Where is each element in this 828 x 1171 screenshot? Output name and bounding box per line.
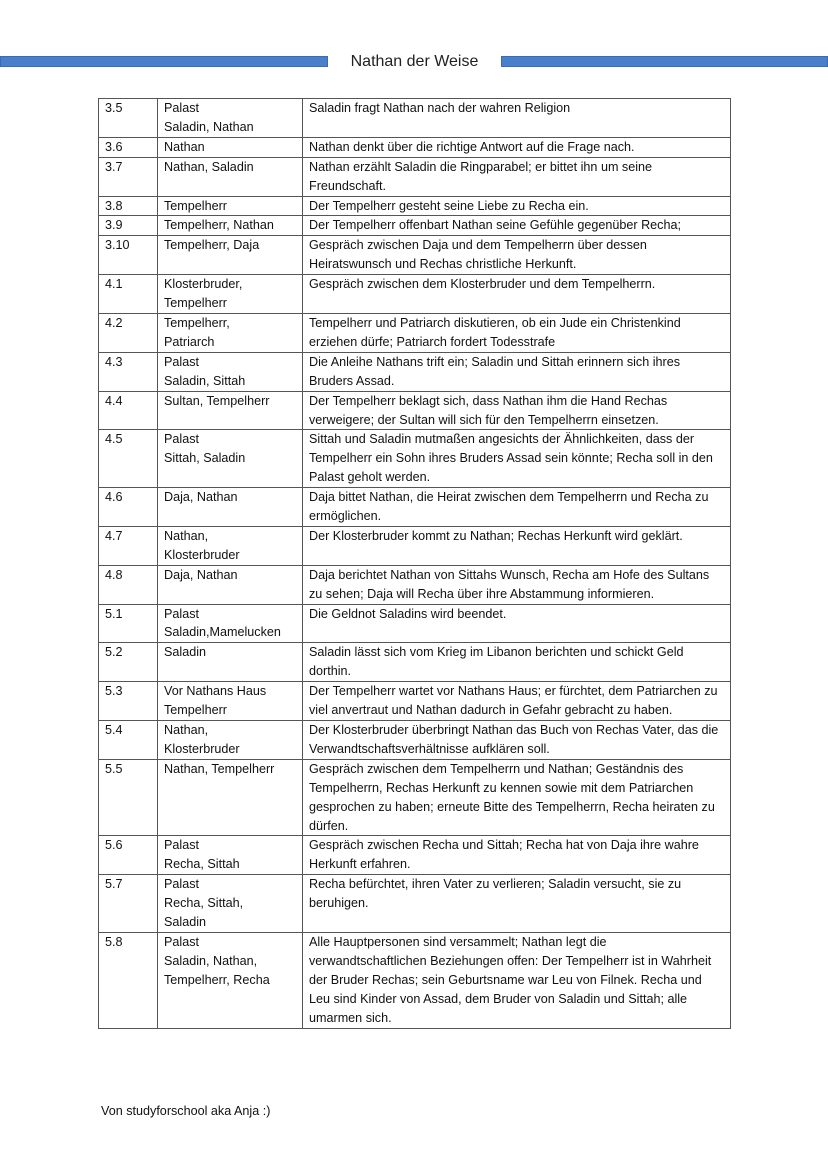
table-row bbox=[99, 216, 731, 236]
content-cell: Der Tempelherr gesteht seine Liebe zu Recha ein. bbox=[303, 196, 731, 216]
persons-cell: Tempelherr, Patriarch bbox=[158, 313, 303, 352]
content-cell: Saladin fragt Nathan nach der wahren Religion bbox=[303, 99, 731, 138]
content-cell: Gespräch zwischen dem Klosterbruder und dem Tempelherrn. bbox=[303, 275, 731, 314]
table-row bbox=[99, 157, 731, 196]
scene-number-cell: 4.6 bbox=[99, 488, 158, 527]
content-cell: Der Tempelherr offenbart Nathan seine Gefühle gegenüber Recha; bbox=[303, 216, 731, 236]
scene-number-cell: 5.2 bbox=[99, 643, 158, 682]
persons-cell: Vor Nathans Haus Tempelherr bbox=[158, 682, 303, 721]
scene-number-cell: 5.4 bbox=[99, 721, 158, 760]
content-cell: Saladin lässt sich vom Krieg im Libanon berichten und schickt Geld dorthin. bbox=[303, 643, 731, 682]
content-cell: Nathan denkt über die richtige Antwort auf die Frage nach. bbox=[303, 137, 731, 157]
scene-number-cell: 4.7 bbox=[99, 526, 158, 565]
persons-cell: Palast Recha, Sittah, Saladin bbox=[158, 875, 303, 933]
content-cell: Gespräch zwischen Daja und dem Tempelherrn über dessen Heiratswunsch und Rechas christliche Herkunft. bbox=[303, 236, 731, 275]
table-row bbox=[99, 196, 731, 216]
persons-cell: Tempelherr bbox=[158, 196, 303, 216]
scene-number-cell: 4.2 bbox=[99, 313, 158, 352]
content-cell: Die Anleihe Nathans trift ein; Saladin und Sittah erinnern sich ihres Bruders Assad. bbox=[303, 352, 731, 391]
scene-number-cell: 5.1 bbox=[99, 604, 158, 643]
table-row bbox=[99, 875, 731, 933]
scene-number-cell: 5.7 bbox=[99, 875, 158, 933]
scene-number-cell: 3.9 bbox=[99, 216, 158, 236]
persons-cell: Daja, Nathan bbox=[158, 565, 303, 604]
table-row bbox=[99, 488, 731, 527]
table-row bbox=[99, 391, 731, 430]
persons-cell: Sultan, Tempelherr bbox=[158, 391, 303, 430]
content-cell: Der Klosterbruder überbringt Nathan das Buch von Rechas Vater, das die Verwandtschaftsverhältnisse aufklären soll. bbox=[303, 721, 731, 760]
content-cell: Recha befürchtet, ihren Vater zu verlieren; Saladin versucht, sie zu beruhigen. bbox=[303, 875, 731, 933]
scene-number-cell: 5.5 bbox=[99, 759, 158, 836]
table-row bbox=[99, 275, 731, 314]
content-cell: Der Klosterbruder kommt zu Nathan; Rechas Herkunft wird geklärt. bbox=[303, 526, 731, 565]
table-row bbox=[99, 836, 731, 875]
persons-cell: Palast Saladin, Nathan, Tempelherr, Recha bbox=[158, 932, 303, 1028]
persons-cell: Nathan, Klosterbruder bbox=[158, 721, 303, 760]
table-row bbox=[99, 137, 731, 157]
scene-number-cell: 3.7 bbox=[99, 157, 158, 196]
content-cell: Der Tempelherr beklagt sich, dass Nathan ihm die Hand Rechas verweigere; der Sultan will sich für den Tempelherrn einsetzen. bbox=[303, 391, 731, 430]
scene-table-body bbox=[99, 99, 731, 1029]
persons-cell: Palast Recha, Sittah bbox=[158, 836, 303, 875]
scene-number-cell: 5.6 bbox=[99, 836, 158, 875]
scene-number-cell: 5.8 bbox=[99, 932, 158, 1028]
scene-number-cell: 4.4 bbox=[99, 391, 158, 430]
table-row bbox=[99, 526, 731, 565]
scene-number-cell: 3.6 bbox=[99, 137, 158, 157]
scene-number-cell: 5.3 bbox=[99, 682, 158, 721]
persons-cell: Palast Saladin, Sittah bbox=[158, 352, 303, 391]
scene-number-cell: 4.1 bbox=[99, 275, 158, 314]
header-bar-right bbox=[501, 56, 828, 67]
content-cell: Nathan erzählt Saladin die Ringparabel; er bittet ihn um seine Freundschaft. bbox=[303, 157, 731, 196]
scene-number-cell: 4.5 bbox=[99, 430, 158, 488]
content-cell: Alle Hauptpersonen sind versammelt; Nathan legt die verwandtschaftlichen Beziehungen offen: Der Tempelherr ist in Wahrheit der Bruder Rechas; sein Geburtsname war Leu von Filnek. Recha und Leu sind Kinder von Assad, dem Bruder von Saladin und Sittah; alle umarmen sich. bbox=[303, 932, 731, 1028]
table-row bbox=[99, 430, 731, 488]
scene-number-cell: 3.10 bbox=[99, 236, 158, 275]
page-title: Nathan der Weise bbox=[350, 53, 479, 70]
content-cell: Sittah und Saladin mutmaßen angesichts der Ähnlichkeiten, dass der Tempelherr ein Sohn ihres Bruders Assad sein könnte; Recha soll in den Palast geholt werden. bbox=[303, 430, 731, 488]
persons-cell: Tempelherr, Nathan bbox=[158, 216, 303, 236]
table-row bbox=[99, 759, 731, 836]
table-row bbox=[99, 682, 731, 721]
table-row bbox=[99, 643, 731, 682]
table-row bbox=[99, 721, 731, 760]
footer-credit: Von studyforschool aka Anja :) bbox=[101, 1104, 271, 1118]
persons-cell: Klosterbruder, Tempelherr bbox=[158, 275, 303, 314]
content-cell: Tempelherr und Patriarch diskutieren, ob ein Jude ein Christenkind erziehen dürfe; Patriarch fordert Todesstrafe bbox=[303, 313, 731, 352]
persons-cell: Daja, Nathan bbox=[158, 488, 303, 527]
content-cell: Die Geldnot Saladins wird beendet. bbox=[303, 604, 731, 643]
page-header bbox=[0, 51, 828, 73]
table-row bbox=[99, 604, 731, 643]
content-cell: Daja berichtet Nathan von Sittahs Wunsch, Recha am Hofe des Sultans zu sehen; Daja will Recha über ihre Abstammung informieren. bbox=[303, 565, 731, 604]
scene-number-cell: 3.8 bbox=[99, 196, 158, 216]
persons-cell: Nathan, Klosterbruder bbox=[158, 526, 303, 565]
persons-cell: Palast Saladin,Mamelucken bbox=[158, 604, 303, 643]
content-cell: Gespräch zwischen Recha und Sittah; Recha hat von Daja ihre wahre Herkunft erfahren. bbox=[303, 836, 731, 875]
table-row bbox=[99, 352, 731, 391]
persons-cell: Palast Sittah, Saladin bbox=[158, 430, 303, 488]
persons-cell: Saladin bbox=[158, 643, 303, 682]
persons-cell: Nathan bbox=[158, 137, 303, 157]
header-bar-left bbox=[0, 56, 328, 67]
table-row bbox=[99, 932, 731, 1028]
scene-table bbox=[98, 98, 731, 1029]
table-row bbox=[99, 313, 731, 352]
content-cell: Gespräch zwischen dem Tempelherrn und Nathan; Geständnis des Tempelherrn, Rechas Herkunft zu kennen sowie mit dem Patriarchen gesprochen zu haben; erneute Bitte des Tempelherrn, Recha heiraten zu dürfen. bbox=[303, 759, 731, 836]
persons-cell: Nathan, Tempelherr bbox=[158, 759, 303, 836]
persons-cell: Palast Saladin, Nathan bbox=[158, 99, 303, 138]
table-row bbox=[99, 99, 731, 138]
scene-number-cell: 4.3 bbox=[99, 352, 158, 391]
persons-cell: Nathan, Saladin bbox=[158, 157, 303, 196]
persons-cell: Tempelherr, Daja bbox=[158, 236, 303, 275]
scene-number-cell: 4.8 bbox=[99, 565, 158, 604]
content-cell: Der Tempelherr wartet vor Nathans Haus; er fürchtet, dem Patriarchen zu viel anvertraut und Nathan dadurch in Gefahr gebracht zu haben. bbox=[303, 682, 731, 721]
content-cell: Daja bittet Nathan, die Heirat zwischen dem Tempelherrn und Recha zu ermöglichen. bbox=[303, 488, 731, 527]
scene-number-cell: 3.5 bbox=[99, 99, 158, 138]
table-row bbox=[99, 565, 731, 604]
table-row bbox=[99, 236, 731, 275]
